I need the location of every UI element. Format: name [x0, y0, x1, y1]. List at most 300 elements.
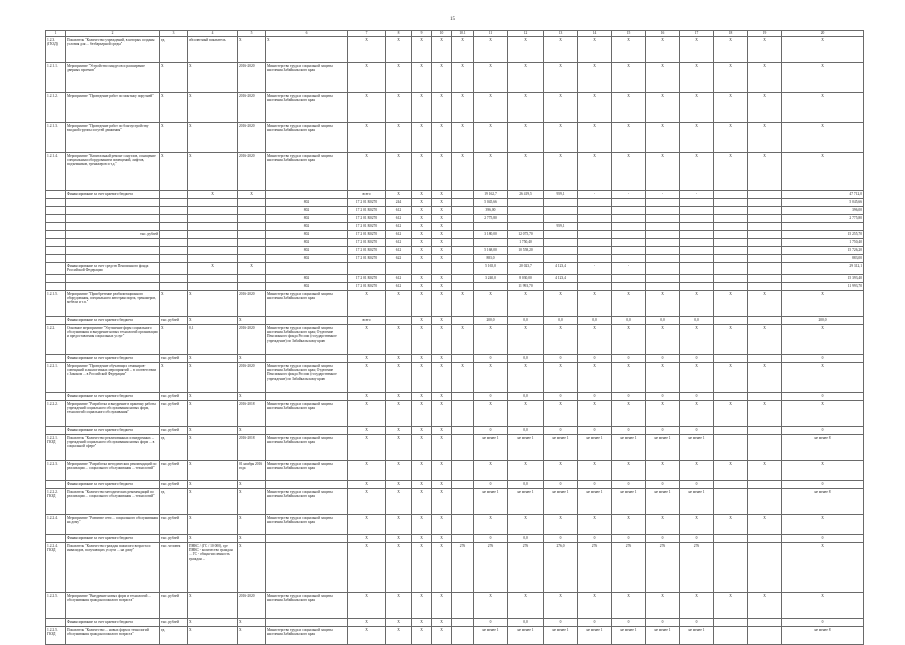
cell-c10-1 — [452, 215, 474, 223]
cell-c18 — [714, 215, 748, 223]
cell-c8: 244 — [386, 199, 412, 207]
cell-c17 — [680, 283, 714, 291]
cell-num: 1.2.1.5. — [46, 291, 66, 317]
table-row — [46, 37, 864, 63]
cell-c12: Х — [508, 515, 544, 535]
cell-c11: 19 162,7 — [474, 191, 508, 199]
cell-num — [46, 255, 66, 263]
cell-c20: Х — [782, 363, 864, 393]
cell-name: Финансирование за счет краевого бюджета — [66, 619, 160, 627]
cell-c14: 0 — [578, 535, 612, 543]
cell-c10-1 — [452, 223, 474, 231]
cell-c6: Министерство труда и социальной защиты населения Забайкальского края — [266, 489, 348, 515]
cell-c12: 26 419,5 — [508, 191, 544, 199]
cell-c14: Х — [578, 515, 612, 535]
cell-c14: Х — [578, 593, 612, 619]
cell-num: 1.2.2.4. ГКЗД — [46, 543, 66, 593]
column-number: 3 — [160, 31, 188, 37]
cell-c20: не менее 8 — [782, 489, 864, 515]
cell-c11: 883,0 — [474, 255, 508, 263]
cell-c15 — [612, 283, 646, 291]
cell-c6: Министерство труда и социальной защиты населения Забайкальского края — [266, 123, 348, 153]
finance-row — [46, 247, 864, 255]
cell-c10-1 — [452, 239, 474, 247]
cell-c14 — [578, 231, 612, 239]
cell-c6: 802 — [266, 255, 348, 263]
cell-num — [46, 191, 66, 199]
cell-c7: Х — [348, 63, 386, 93]
cell-c8: Х — [386, 325, 412, 355]
cell-c19: Х — [748, 325, 782, 355]
cell-c9: Х — [412, 393, 432, 401]
cell-c8: Х — [386, 401, 412, 427]
cell-c11: Х — [474, 63, 508, 93]
cell-c12: 276 — [508, 543, 544, 593]
cell-c8 — [386, 317, 412, 325]
cell-c5: Х — [238, 515, 266, 535]
cell-c16: Х — [646, 363, 680, 393]
cell-c4: Х — [188, 363, 238, 393]
cell-c9: Х — [412, 283, 432, 291]
cell-c17: Х — [680, 123, 714, 153]
cell-c5: 2016-2020 — [238, 593, 266, 619]
cell-c17: Х — [680, 153, 714, 191]
cell-c6: Министерство труда и социальной защиты населения Забайкальского края — [266, 461, 348, 481]
cell-c16: 276 — [646, 543, 680, 593]
column-number: 18 — [714, 31, 748, 37]
cell-c11: 2 775,80 — [474, 215, 508, 223]
cell-c17: не менее 1 — [680, 435, 714, 461]
cell-c17: Х — [680, 63, 714, 93]
cell-c15: Х — [612, 93, 646, 123]
cell-c10-1 — [452, 461, 474, 481]
cell-c19: Х — [748, 123, 782, 153]
cell-c4 — [188, 207, 238, 215]
finance-row — [46, 215, 864, 223]
cell-c10: Х — [432, 123, 452, 153]
cell-c6: Х — [266, 37, 348, 63]
cell-c16: - — [646, 191, 680, 199]
finance-row — [46, 231, 864, 239]
cell-c16: Х — [646, 93, 680, 123]
cell-c7: Х — [348, 619, 386, 627]
cell-c12: 1 750,40 — [508, 239, 544, 247]
fed-finance-row — [46, 263, 864, 275]
cell-c5: 2016-2020 — [238, 325, 266, 355]
cell-name: Мероприятие "Проведение работ по монтажу поручней" — [66, 93, 160, 123]
cell-c10: Х — [432, 627, 452, 645]
cell-c13 — [544, 255, 578, 263]
cell-c20 — [782, 223, 864, 231]
cell-c15 — [612, 275, 646, 283]
cell-c8: Х — [386, 593, 412, 619]
cell-c19 — [748, 489, 782, 515]
cell-c19 — [748, 543, 782, 593]
cell-c12: Х — [508, 401, 544, 427]
cell-c12: Х — [508, 123, 544, 153]
cell-c18 — [714, 275, 748, 283]
finance-row — [46, 255, 864, 263]
cell-c10-1: Х — [452, 153, 474, 191]
cell-c9: Х — [412, 481, 432, 489]
cell-c5: 2016-2020 — [238, 363, 266, 393]
cell-c18: Х — [714, 93, 748, 123]
cell-c8: Х — [386, 191, 412, 199]
cell-c14: Х — [578, 401, 612, 427]
cell-c7: Х — [348, 515, 386, 535]
cell-c5 — [238, 283, 266, 291]
cell-c16: 0 — [646, 481, 680, 489]
column-number: 10.1 — [452, 31, 474, 37]
cell-c8 — [386, 263, 412, 275]
cell-c5: Х — [238, 619, 266, 627]
cell-name: Финансирование за счет краевого бюджета — [66, 427, 160, 435]
cell-c13: не менее 1 — [544, 435, 578, 461]
cell-c20: 15 726,20 — [782, 247, 864, 255]
cell-c4: Х — [188, 401, 238, 427]
cell-c16: Х — [646, 593, 680, 619]
cell-c8: Х — [386, 291, 412, 317]
cell-c4: 0,1 — [188, 325, 238, 355]
cell-c14: - — [578, 263, 612, 275]
cell-c19: Х — [748, 593, 782, 619]
cell-c20: 1 750,40 — [782, 239, 864, 247]
cell-c4: абсолютный показатель — [188, 37, 238, 63]
cell-num — [46, 427, 66, 435]
cell-c20: 0 — [782, 355, 864, 363]
cell-c14: Х — [578, 93, 612, 123]
cell-c10-1: Х — [452, 363, 474, 393]
cell-c16: 0 — [646, 427, 680, 435]
cell-c20: 29 312,1 — [782, 263, 864, 275]
cell-c14: 0 — [578, 619, 612, 627]
cell-c15: Х — [612, 291, 646, 317]
cell-unit — [160, 223, 188, 231]
cell-unit — [160, 231, 188, 239]
cell-c14: 0 — [578, 393, 612, 401]
cell-num — [46, 535, 66, 543]
cell-num: 1.2.2. — [46, 325, 66, 355]
cell-unit: ед. — [160, 435, 188, 461]
cell-num — [46, 231, 66, 239]
table-row — [46, 123, 864, 153]
cell-c10-1 — [452, 355, 474, 363]
cell-num: 1.2.2.1. ГКЗД — [46, 435, 66, 461]
column-number: 17 — [680, 31, 714, 37]
cell-c9: Х — [412, 37, 432, 63]
cell-c18: Х — [714, 461, 748, 481]
cell-c15: Х — [612, 123, 646, 153]
cell-unit — [160, 283, 188, 291]
cell-c5: 2016-2020 — [238, 153, 266, 191]
cell-unit: тыс. рублей — [160, 401, 188, 427]
cell-c18: Х — [714, 37, 748, 63]
cell-c11: 3 180,00 — [474, 231, 508, 239]
cell-c18: Х — [714, 593, 748, 619]
cell-c19 — [748, 481, 782, 489]
cell-name — [66, 283, 160, 291]
cell-num — [46, 239, 66, 247]
cell-name: Финансирование за счет краевого бюджета — [66, 317, 160, 325]
cell-c4 — [188, 223, 238, 231]
cell-c13: 276,0 — [544, 543, 578, 593]
cell-unit — [160, 207, 188, 215]
cell-c11: 396,00 — [474, 207, 508, 215]
cell-c16: 0 — [646, 355, 680, 363]
cell-c13: Х — [544, 123, 578, 153]
cell-c19 — [748, 263, 782, 275]
cell-c15: Х — [612, 461, 646, 481]
cell-c19 — [748, 275, 782, 283]
finance-row — [46, 199, 864, 207]
cell-unit — [160, 247, 188, 255]
cell-c10: Х — [432, 191, 452, 199]
cell-c11: Х — [474, 325, 508, 355]
cell-c6: Министерство труда и социальной защиты населения Забайкальского края — [266, 93, 348, 123]
cell-c10-1 — [452, 283, 474, 291]
cell-c9: Х — [412, 291, 432, 317]
cell-c6 — [266, 619, 348, 627]
cell-c11 — [474, 223, 508, 231]
cell-c16: Х — [646, 63, 680, 93]
column-number: 16 — [646, 31, 680, 37]
cell-c13: Х — [544, 401, 578, 427]
cell-c18: Х — [714, 401, 748, 427]
cell-c9: Х — [412, 535, 432, 543]
cell-c19: Х — [748, 291, 782, 317]
table-row — [46, 461, 864, 481]
cell-c5 — [238, 215, 266, 223]
cell-name — [66, 239, 160, 247]
cell-unit — [160, 275, 188, 283]
cell-c10-1 — [452, 627, 474, 645]
cell-c7: 17 2 01 R0270 — [348, 239, 386, 247]
cell-c20: 396,00 — [782, 207, 864, 215]
cell-c11: Х — [474, 461, 508, 481]
cell-c18 — [714, 317, 748, 325]
cell-num: 1.2.2.5. ГКЗД — [46, 627, 66, 645]
cell-c8: 612 — [386, 239, 412, 247]
cell-c16: Х — [646, 401, 680, 427]
cell-c20: не менее 8 — [782, 627, 864, 645]
cell-c15: 0,0 — [612, 317, 646, 325]
column-number: 2 — [66, 31, 160, 37]
cell-c10: Х — [432, 435, 452, 461]
cell-c17: 0 — [680, 619, 714, 627]
cell-c8: 612 — [386, 247, 412, 255]
cell-c14: Х — [578, 325, 612, 355]
cell-c6: Министерство труда и социальной защиты населения Забайкальского края; Отделение Пенсионного фонда России (государственное учреждение) по Забайкальскому краю — [266, 363, 348, 393]
cell-c13: Х — [544, 291, 578, 317]
cell-c12: не менее 1 — [508, 435, 544, 461]
column-number: 10 — [432, 31, 452, 37]
cell-c8: Х — [386, 543, 412, 593]
finance-label: Финансирование за счет краевого бюджета — [66, 191, 160, 199]
cell-c7: 17 2 01 R0270 — [348, 207, 386, 215]
cell-c9: Х — [412, 317, 432, 325]
cell-c10: Х — [432, 247, 452, 255]
cell-c4 — [188, 247, 238, 255]
cell-c4 — [188, 275, 238, 283]
table-row — [46, 489, 864, 515]
cell-c17 — [680, 255, 714, 263]
cell-c17: Х — [680, 461, 714, 481]
cell-c10-1 — [452, 435, 474, 461]
cell-c8: Х — [386, 153, 412, 191]
cell-c11: Х — [474, 593, 508, 619]
cell-c7: 17 2 01 R0270 — [348, 255, 386, 263]
cell-c12 — [508, 255, 544, 263]
cell-c13: 4 123,4 — [544, 263, 578, 275]
cell-num: 1.2.2.2. — [46, 401, 66, 427]
cell-c9: Х — [412, 93, 432, 123]
cell-c13: Х — [544, 515, 578, 535]
cell-c15: не менее 1 — [612, 627, 646, 645]
cell-c11: Х — [474, 37, 508, 63]
cell-c10: Х — [432, 355, 452, 363]
cell-c6: 802 — [266, 207, 348, 215]
cell-c12: 0,0 — [508, 535, 544, 543]
cell-c14: 0 — [578, 481, 612, 489]
cell-c20: Х — [782, 543, 864, 593]
cell-c7: Х — [348, 325, 386, 355]
cell-c19 — [748, 393, 782, 401]
cell-c5: 01 ноября 2016 года — [238, 461, 266, 481]
cell-c17 — [680, 263, 714, 275]
cell-c13 — [544, 231, 578, 239]
cell-c12: 0,0 — [508, 355, 544, 363]
cell-c13 — [544, 239, 578, 247]
cell-c7: Х — [348, 291, 386, 317]
cell-c15: 0 — [612, 427, 646, 435]
cell-c6 — [266, 317, 348, 325]
cell-c10: Х — [432, 93, 452, 123]
cell-c12: 0,0 — [508, 427, 544, 435]
cell-c14: 0 — [578, 427, 612, 435]
cell-c15: Х — [612, 153, 646, 191]
cell-c4: Х — [188, 317, 238, 325]
cell-name: Финансирование за счет краевого бюджета — [66, 535, 160, 543]
cell-c6: 802 — [266, 283, 348, 291]
cell-c18 — [714, 191, 748, 199]
cell-c6: Министерство труда и социальной защиты населения Забайкальского края; Отделение Пенсионного фонда России (государственное учреждение) по Забайкальскому краю — [266, 325, 348, 355]
column-number: 4 — [188, 31, 238, 37]
cell-num: 1.2.1.4. — [46, 153, 66, 191]
cell-c6 — [266, 543, 348, 593]
table-row — [46, 543, 864, 593]
cell-c4: Х — [188, 515, 238, 535]
cell-c4: Х — [188, 63, 238, 93]
cell-c10-1 — [452, 207, 474, 215]
cell-c10-1 — [452, 263, 474, 275]
cell-c5: Х — [238, 481, 266, 489]
cell-num — [46, 199, 66, 207]
cell-c18: Х — [714, 153, 748, 191]
cell-c8: Х — [386, 481, 412, 489]
cell-c13: не менее 1 — [544, 627, 578, 645]
cell-c7: Х — [348, 435, 386, 461]
cell-c10-1: Х — [452, 325, 474, 355]
cell-c4 — [188, 199, 238, 207]
cell-unit: тыс. рублей — [160, 593, 188, 619]
cell-c4: Х — [188, 627, 238, 645]
cell-c9: Х — [412, 489, 432, 515]
cell-name — [66, 215, 160, 223]
cell-c10: Х — [432, 325, 452, 355]
cell-num: 1.2.2.3. — [46, 461, 66, 481]
cell-c11: Х — [474, 123, 508, 153]
cell-c8: 612 — [386, 215, 412, 223]
finance-row — [46, 239, 864, 247]
cell-c9: Х — [412, 515, 432, 535]
cell-c6 — [266, 535, 348, 543]
finance-row — [46, 191, 864, 199]
cell-num — [46, 263, 66, 275]
cell-c15: Х — [612, 593, 646, 619]
cell-c20: 5 045,66 — [782, 199, 864, 207]
cell-c14 — [578, 283, 612, 291]
cell-c20: 47 712,0 — [782, 191, 864, 199]
cell-c11: 0 — [474, 481, 508, 489]
cell-c5: Х — [238, 37, 266, 63]
cell-c17: 0,0 — [680, 317, 714, 325]
cell-c15: Х — [612, 63, 646, 93]
cell-c10: Х — [432, 199, 452, 207]
cell-num — [46, 317, 66, 325]
cell-c16: не менее 1 — [646, 489, 680, 515]
cell-num — [46, 247, 66, 255]
cell-c9: Х — [412, 63, 432, 93]
cell-c14: не менее 1 — [578, 435, 612, 461]
cell-c14: не менее 1 — [578, 489, 612, 515]
cell-c5: Х — [238, 393, 266, 401]
cell-c16: 0 — [646, 393, 680, 401]
column-number: 20 — [782, 31, 864, 37]
cell-c15: Х — [612, 363, 646, 393]
cell-c14: не менее 1 — [578, 627, 612, 645]
cell-c10: Х — [432, 535, 452, 543]
cell-c17 — [680, 275, 714, 283]
cell-unit: тыс. рублей — [160, 619, 188, 627]
cell-c14: Х — [578, 291, 612, 317]
cell-name — [66, 207, 160, 215]
cell-c7: 17 2 01 R0270 — [348, 275, 386, 283]
cell-c15: - — [612, 263, 646, 275]
cell-c16 — [646, 223, 680, 231]
cell-num — [46, 215, 66, 223]
cell-c10 — [432, 263, 452, 275]
cell-c11: Х — [474, 363, 508, 393]
cell-c20: Х — [782, 325, 864, 355]
cell-c4: Х — [188, 263, 238, 275]
cell-c18 — [714, 481, 748, 489]
cell-c16: не менее 1 — [646, 435, 680, 461]
cell-c18 — [714, 535, 748, 543]
cell-c10-1 — [452, 191, 474, 199]
cell-num — [46, 275, 66, 283]
cell-c16: Х — [646, 123, 680, 153]
column-number: 8 — [386, 31, 412, 37]
cell-c17 — [680, 215, 714, 223]
budget-table — [45, 30, 864, 645]
cell-c10: Х — [432, 593, 452, 619]
cell-c5: Х — [238, 543, 266, 593]
cell-c11: 276 — [474, 543, 508, 593]
cell-c6 — [266, 393, 348, 401]
cell-name: Показатель "Количество методических рекомендаций по реализации ... социального обслуживания ... технологий" — [66, 489, 160, 515]
cell-unit: ед. — [160, 489, 188, 515]
cell-num: 1.2.2.2. ГКЗД — [46, 489, 66, 515]
